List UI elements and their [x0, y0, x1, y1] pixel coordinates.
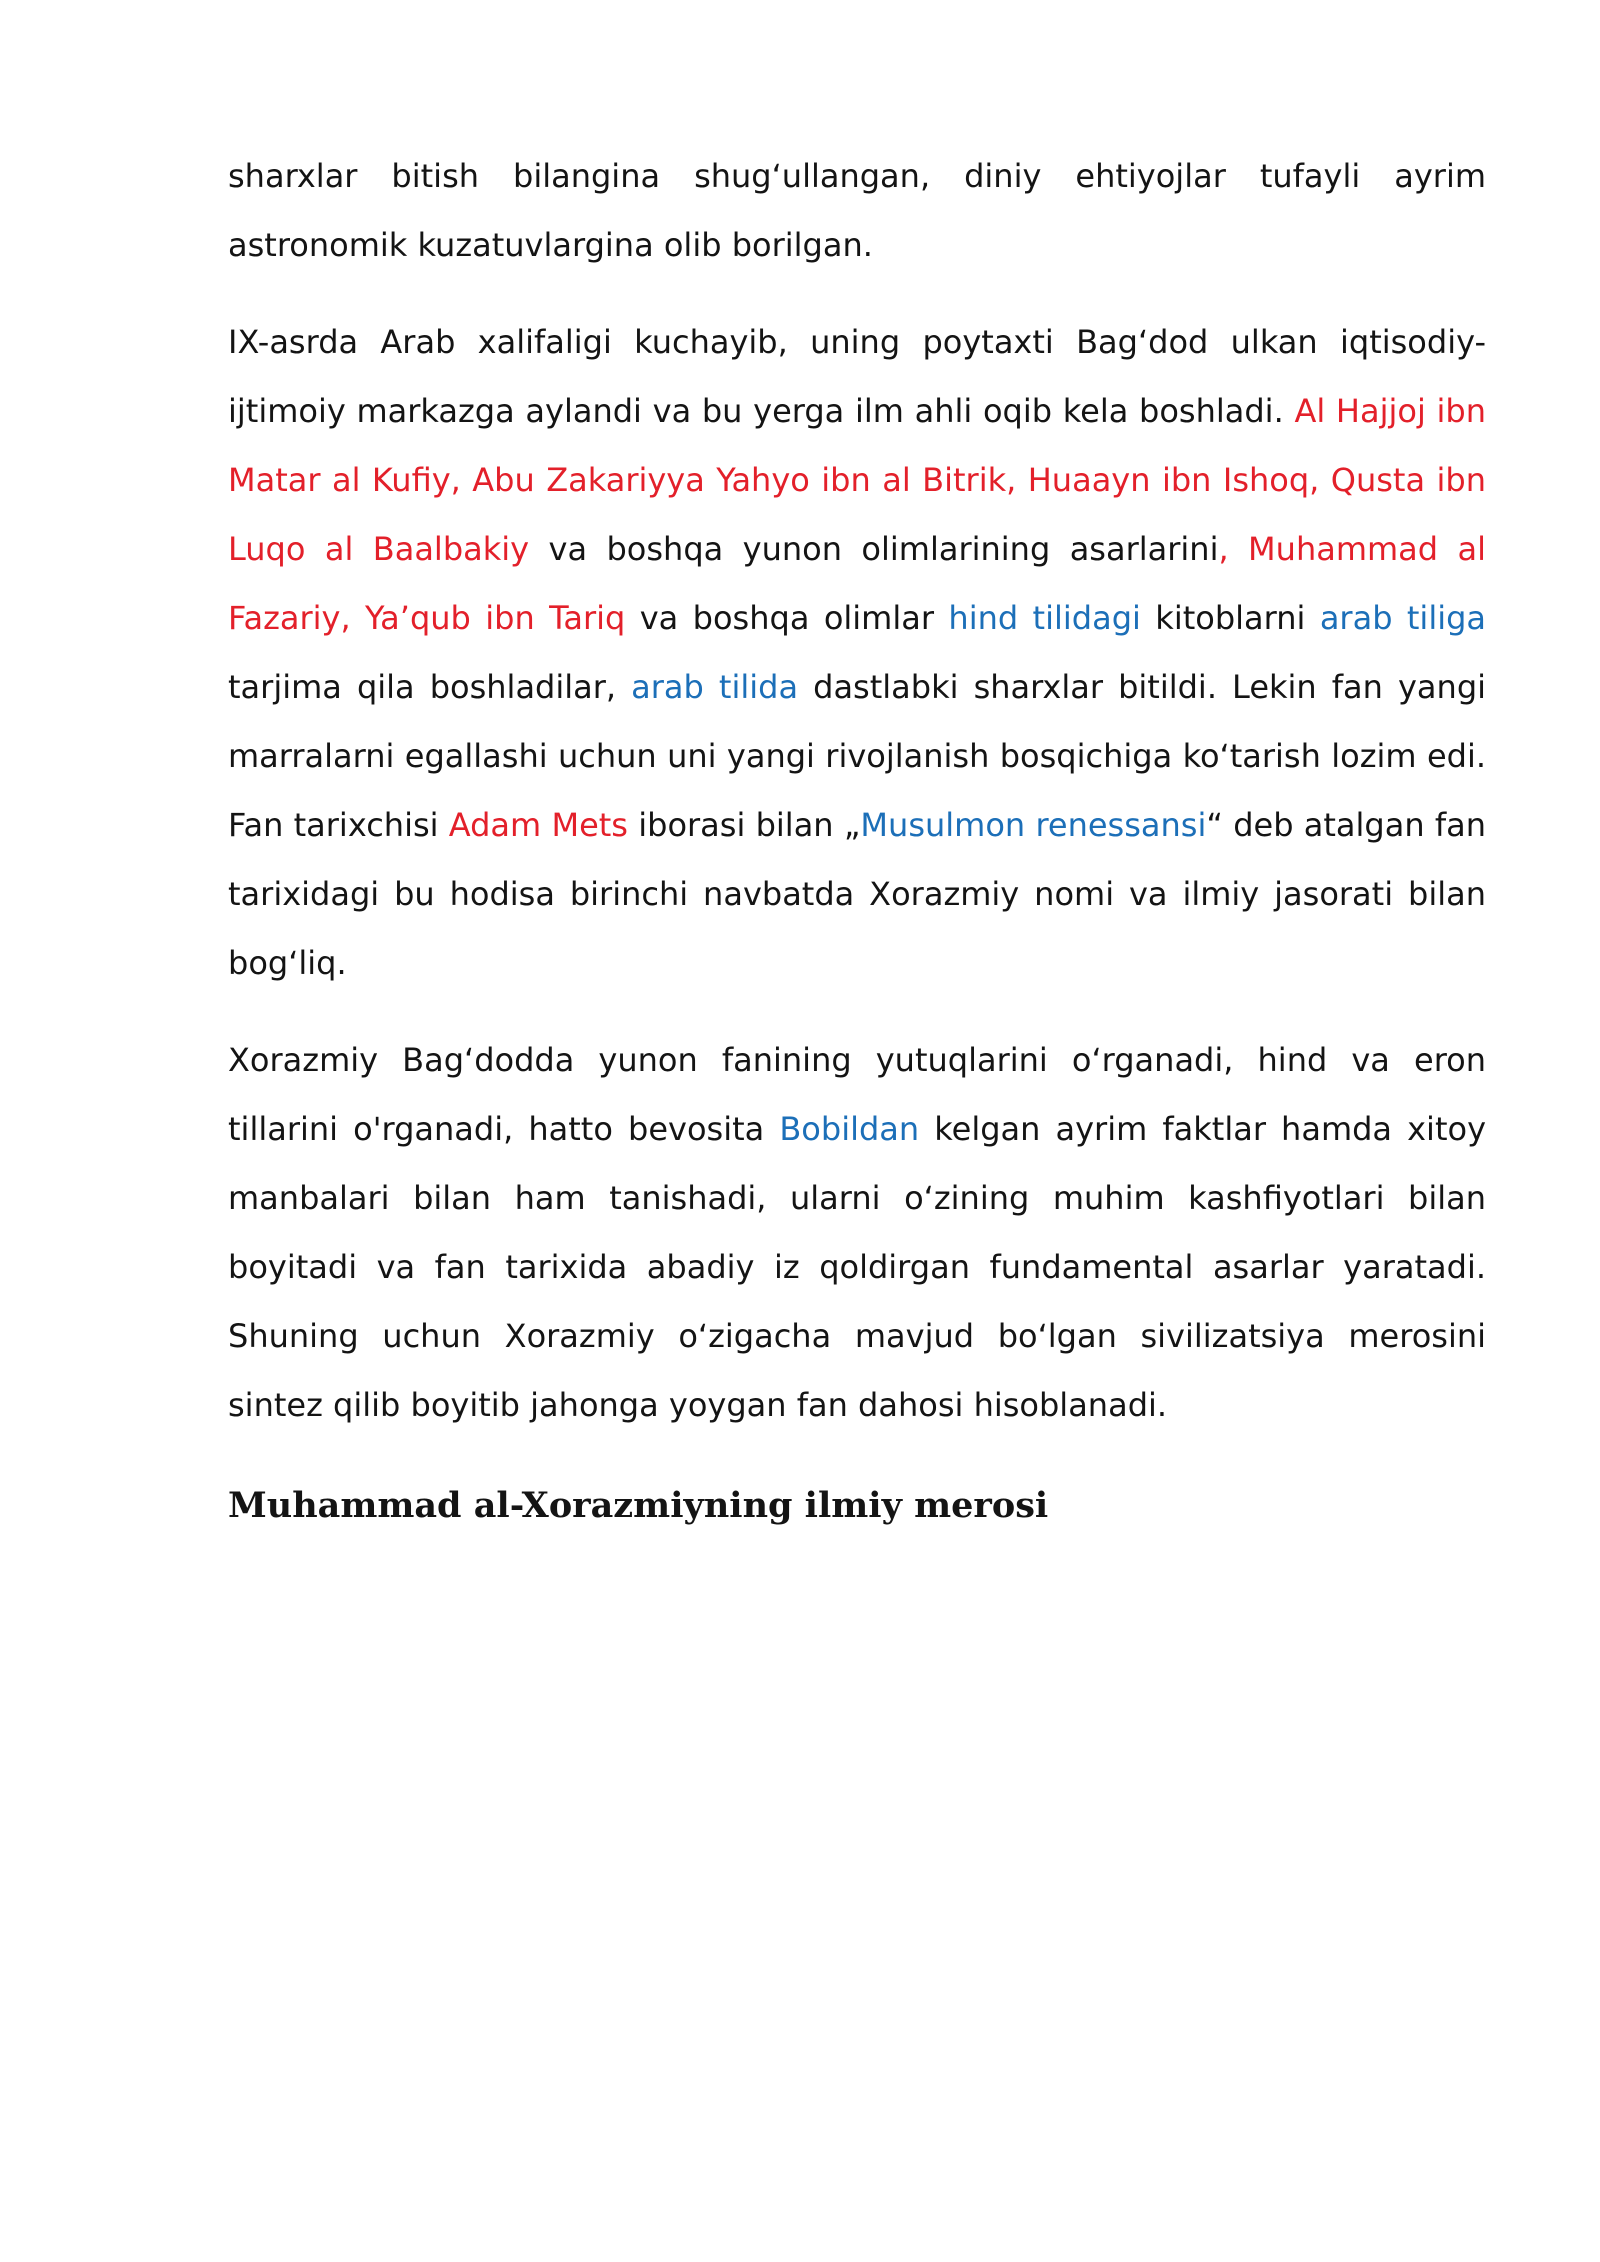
p2-run-8: tarjima qila boshladilar,	[228, 668, 632, 706]
p2-run-14: “ deb atalgan fan tarixidagi bu hodisa birinchi navbatda Xorazmiy nomi va ilmiy jasorati bilan bog‘liq.	[228, 806, 1487, 982]
p2-run-4: va boshqa olimlar	[625, 599, 949, 637]
p2-highlight-arab-tiliga: arab tiliga	[1319, 599, 1487, 637]
section-heading: Muhammad al-Xorazmiyning ilmiy merosi	[228, 1485, 1049, 1526]
p2-run-10: dastlabki sharxlar bitildi. Lekin fan yangi marralarni egallashi uchun uni yangi rivojlanish bosqichiga ko‘tarish lozim edi. Fan tarixchisi	[228, 668, 1487, 844]
p2-run-12: iborasi bilan „	[627, 806, 861, 844]
p2-run-2: va boshqa yunon olimlarining asarlarini	[529, 530, 1219, 568]
p3-run-0: Xorazmiy Bag‘dodda yunon fanining yutuqlarini o‘rganadi, hind va eron tillarini o'rganadi, hatto bevosita	[228, 1041, 1486, 1148]
p2-run-0: IX-asrda Arab xalifaligi kuchayib, uning poytaxti Bag‘dod ulkan iqtisodiy-ijtimoiy markazga aylandi va bu yerga ilm ahli oqib kela boshladi.	[228, 323, 1486, 430]
p2-highlight-musulmon-renessansi: Musulmon renessansi	[860, 806, 1207, 844]
p2-highlight-adam-mets: Adam Mets	[448, 806, 628, 844]
paragraph-1	[228, 142, 1486, 280]
p2-highlight-hind-tilidagi: hind tilidagi	[948, 599, 1141, 637]
paragraph-2	[228, 308, 1486, 998]
p2-highlight-scholars-greek: Al Hajjoj ibn Matar al Kufiy, Abu Zakariyya Yahyo ibn al Bitrik, Huaayn ibn Ishoq, Qusta ibn Luqo al Baalbakiy	[228, 392, 1487, 568]
paragraph-3	[228, 1026, 1486, 1440]
p3-highlight-bobildan: Bobildan	[779, 1110, 920, 1148]
document-page	[228, 142, 1486, 1528]
p1-run-0: sharxlar bitish bilangina shug‘ullangan, diniy ehtiyojlar tufayli ayrim astronomik kuzatuvlargina olib borilgan.	[228, 157, 1486, 264]
p3-run-2: kelgan ayrim faktlar hamda xitoy manbalari bilan ham tanishadi, ularni o‘zining muhim kashfiyotlari bilan boyitadi va fan tarixida abadiy iz qoldirgan fundamental asarlar yaratadi. Shuning uchun Xorazmiy o‘zigacha mavjud bo‘lgan sivilizatsiya merosini sintez qilib boyitib jahonga yoygan fan dahosi hisoblanadi.	[228, 1110, 1487, 1424]
p2-run-6: kitoblarni	[1140, 599, 1320, 637]
p2-highlight-scholars-indian: , Muhammad al Fazariy, Ya’qub ibn Tariq	[228, 530, 1487, 637]
p2-highlight-arab-tilida: arab tilida	[631, 668, 799, 706]
